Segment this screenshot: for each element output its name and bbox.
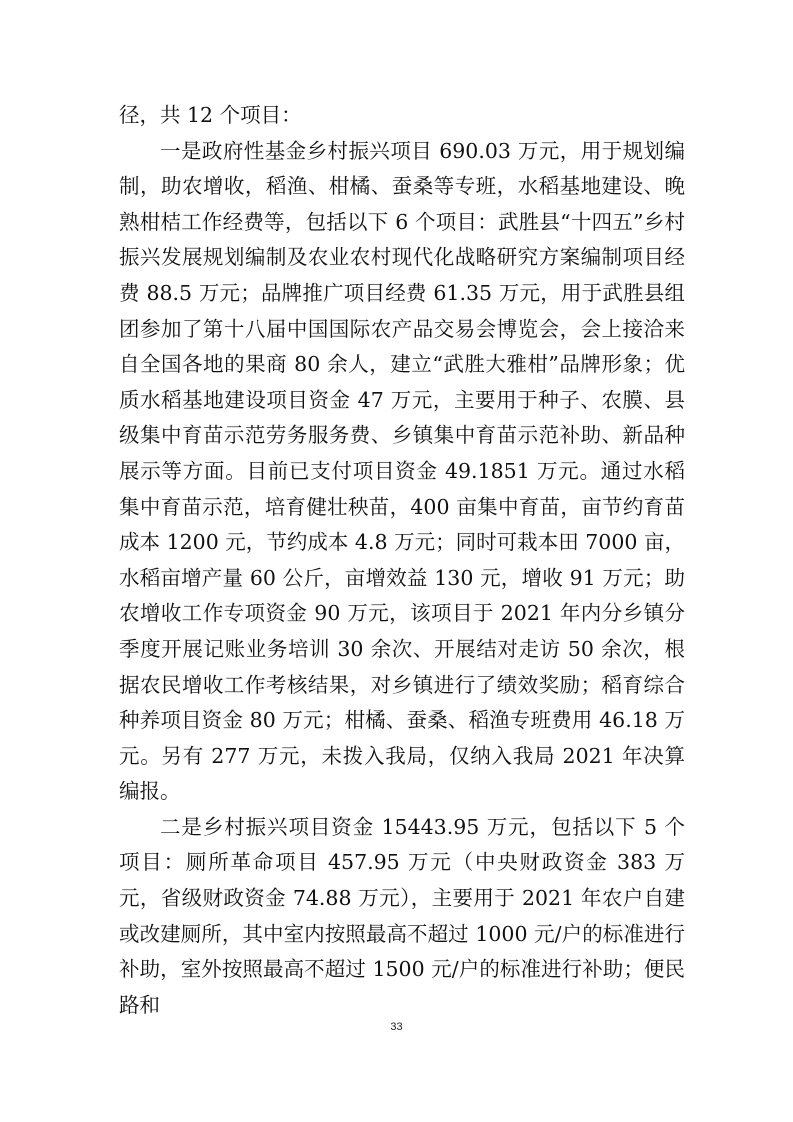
paragraph-government-fund-projects: 一是政府性基金乡村振兴项目 690.03 万元，用于规划编制，助农增收，稻渔、柑橘、蚕桑等专班，水稻基地建设、晚熟柑桔工作经费等，包括以下 6 个项目：武胜县“十四五”乡村振兴发展规划编制及农业农村现代化战略研究方案编制项目经费 88.5 万元；品牌推广项目经费 61.35 万元，用于武胜县组团参加了第十八届中国国际农产品交易会博览会，会上接洽来自全国各地的果商 80 余人，建立“武胜大雅柑”品牌形象；优质水稻基地建设项目资金 47 万元，主要用于种子、农膜、县级集中育苗示范劳务服务费、乡镇集中育苗示范补助、新品种展示等方面。目前已支付项目资金 49.1851 万元。通过水稻集中育苗示范，培育健壮秧苗，400 亩集中育苗，亩节约育苗成本 1200 元，节约成本 4.8 万元；同时可栽本田 7000 亩，水稻亩增产量 60 公斤，亩增效益 130 元，增收 91 万元；助农增收工作专项资金 90 万元，该项目于 2021 年内分乡镇分季度开展记账业务培训 30 余次、开展结对走访 50 余次，根据农民增收工作考核结果，对乡镇进行了绩效奖励；稻育综合种养项目资金 80 万元；柑橘、蚕桑、稻渔专班费用 46.18 万元。另有 277 万元，未拨入我局，仅纳入我局 2021 年决算编报。 — [119, 138, 685, 804]
body-text — [119, 98, 685, 1023]
paragraph-continuation: 径，共 12 个项目： — [119, 103, 302, 127]
page-number: 33 — [390, 1021, 403, 1033]
paragraph-rural-revitalization-funds: 二是乡村振兴项目资金 15443.95 万元，包括以下 5 个项目：厕所革命项目 457.95 万元（中央财政资金 383 万元，省级财政资金 74.88 万元），主要用于 2021 年农户自建或改建厕所，其中室内按照最高不超过 1000 元/户的标准进行补助，室外按照最高不超过 1500 元/户的标准进行补助；便民路和 — [119, 814, 685, 1017]
